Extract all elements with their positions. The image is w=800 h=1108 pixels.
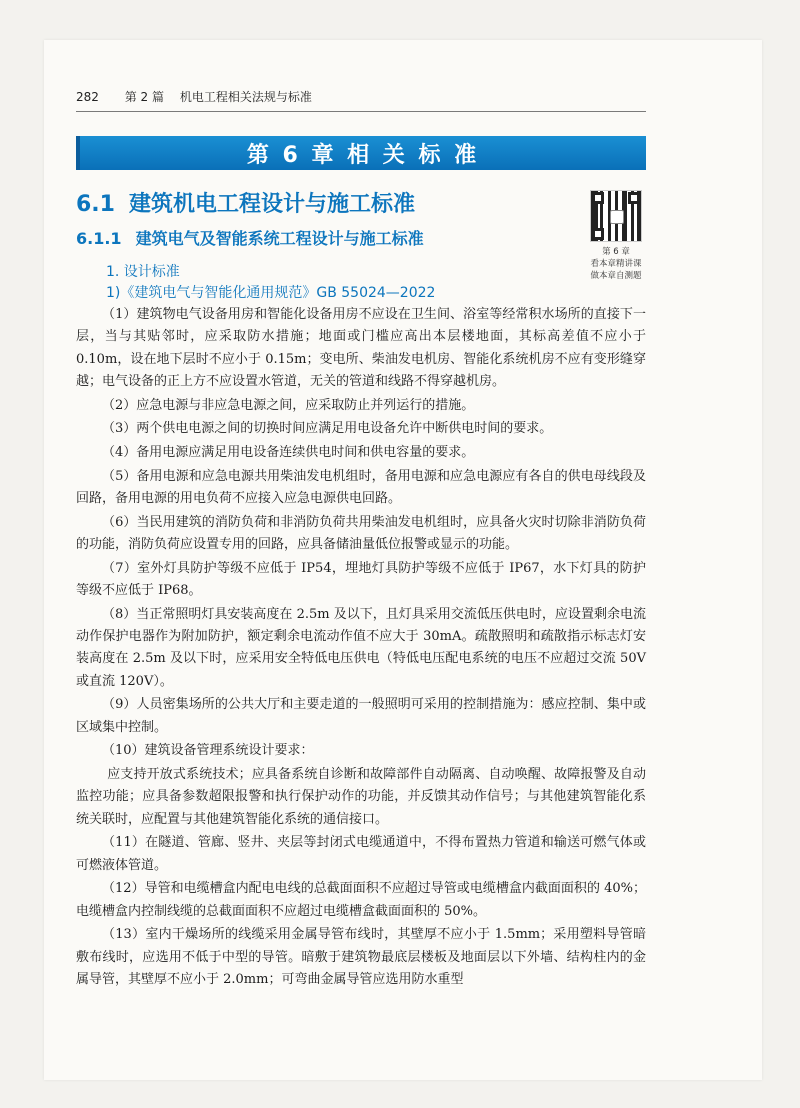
paragraph-8: （8）当正常照明灯具安装高度在 2.5m 及以下，且灯具采用交流低压供电时，应设置剩余电流动作保护电器作为附加防护，额定剩余电流动作值不应大于 30mA。疏散照明和疏散指示标志灯安装高度在 2.5m 及以下时，应采用安全特低电压供电（特低电压配电系统的电压不应超过交流 50V 或直流 120V）。 bbox=[76, 606, 646, 689]
qr-caption-line-3: 做本章自测题 bbox=[590, 271, 642, 281]
chapter-title: 第 6 章 相 关 标 准 bbox=[246, 142, 480, 168]
paragraph-10: （10）建筑设备管理系统设计要求： bbox=[102, 743, 314, 759]
part-label: 第 2 篇 bbox=[124, 90, 164, 104]
paragraph-13: （13）室内干燥场所的线缆采用金属导管布线时，其壁厚不应小于 1.5mm；采用塑料导管暗敷布线时，应选用不低于中型的导管。暗敷于建筑物最底层楼板及地面层以下外墙、结构柱内的金属导管，其壁厚不应小于 2.0mm；可弯曲金属导管应选用防水重型 bbox=[76, 927, 646, 988]
heading-design-standards: 1. 设计标准 bbox=[106, 264, 180, 280]
paragraph-7: （7）室外灯具防护等级不应低于 IP54，埋地灯具防护等级不应低于 IP67，水下灯具的防护等级不应低于 IP68。 bbox=[76, 560, 646, 598]
page-number: 282 bbox=[76, 90, 99, 104]
paragraph-4: （4）备用电源应满足用电设备连续供电时间和供电容量的要求。 bbox=[102, 445, 475, 460]
subsection-title: 建筑电气及智能系统工程设计与施工标准 bbox=[135, 229, 424, 248]
body-text bbox=[76, 304, 646, 993]
paragraph-12: （12）导管和电缆槽盒内配电电线的总截面面积不应超过导管或电缆槽盒内截面面积的 40%；电缆槽盒内控制线缆的总截面面积不应超过电缆槽盒截面面积的 50%。 bbox=[76, 881, 646, 919]
paragraph-10-detail: 应支持开放式系统技术；应具备系统自诊断和故障部件自动隔离、自动唤醒、故障报警及自动监控功能；应具备参数超限报警和执行保护动作的功能，并反馈其动作信号；与其他建筑智能化系统关联时，应配置与其他建筑智能化系统的通信接口。 bbox=[76, 767, 646, 827]
paragraph-2: （2）应急电源与非应急电源之间，应采取防止并列运行的措施。 bbox=[102, 397, 475, 413]
qr-caption-line-1: 第 6 章 bbox=[602, 247, 630, 257]
section-heading bbox=[76, 187, 415, 218]
heading-standard-name: 1)《建筑电气与智能化通用规范》GB 55024—2022 bbox=[106, 285, 436, 301]
paragraph-11: （11）在隧道、管廊、竖井、夹层等封闭式电缆通道中，不得布置热力管道和输送可燃气体或可燃液体管道。 bbox=[76, 835, 646, 873]
chapter-banner bbox=[76, 136, 646, 170]
paragraph-9: （9）人员密集场所的公共大厅和主要走道的一般照明可采用的控制措施为：感应控制、集中或区域集中控制。 bbox=[76, 697, 646, 735]
qr-code-block bbox=[580, 190, 652, 282]
section-number: 6.1 bbox=[76, 192, 115, 217]
paragraph-6: （6）当民用建筑的消防负荷和非消防负荷共用柴油发电机组时，应具备火灾时切除非消防负荷的功能，消防负荷应设置专用的回路，应具备储油量低位报警或显示的功能。 bbox=[76, 514, 646, 552]
paragraph-3: （3）两个供电电源之间的切换时间应满足用电设备允许中断供电时间的要求。 bbox=[102, 421, 553, 437]
section-title: 建筑机电工程设计与施工标准 bbox=[128, 192, 415, 217]
qr-caption-line-2: 看本章精讲课 bbox=[590, 259, 642, 269]
part-title: 机电工程相关法规与标准 bbox=[179, 90, 312, 104]
paragraph-5: （5）备用电源和应急电源共用柴油发电机组时，备用电源和应急电源应有各自的供电母线段及回路，备用电源的用电负荷不应接入应急电源供电回路。 bbox=[76, 468, 646, 506]
subsection-number: 6.1.1 bbox=[76, 229, 122, 248]
subsection-heading bbox=[76, 226, 424, 249]
paragraph-1: （1）建筑物电气设备用房和智能化设备用房不应设在卫生间、浴室等经常积水场所的直接下一层，当与其贴邻时，应采取防水措施；地面或门槛应高出本层楼地面，其标高差值不应小于 0.10m，设在地下层时不应小于 0.15m；变电所、柴油发电机房、智能化系统机房不应有变形缝穿越；电气设备的正上方不应设置水管道，无关的管道和线路不得穿越机房。 bbox=[76, 307, 646, 390]
running-head bbox=[76, 88, 646, 112]
qr-code-icon bbox=[590, 190, 642, 242]
